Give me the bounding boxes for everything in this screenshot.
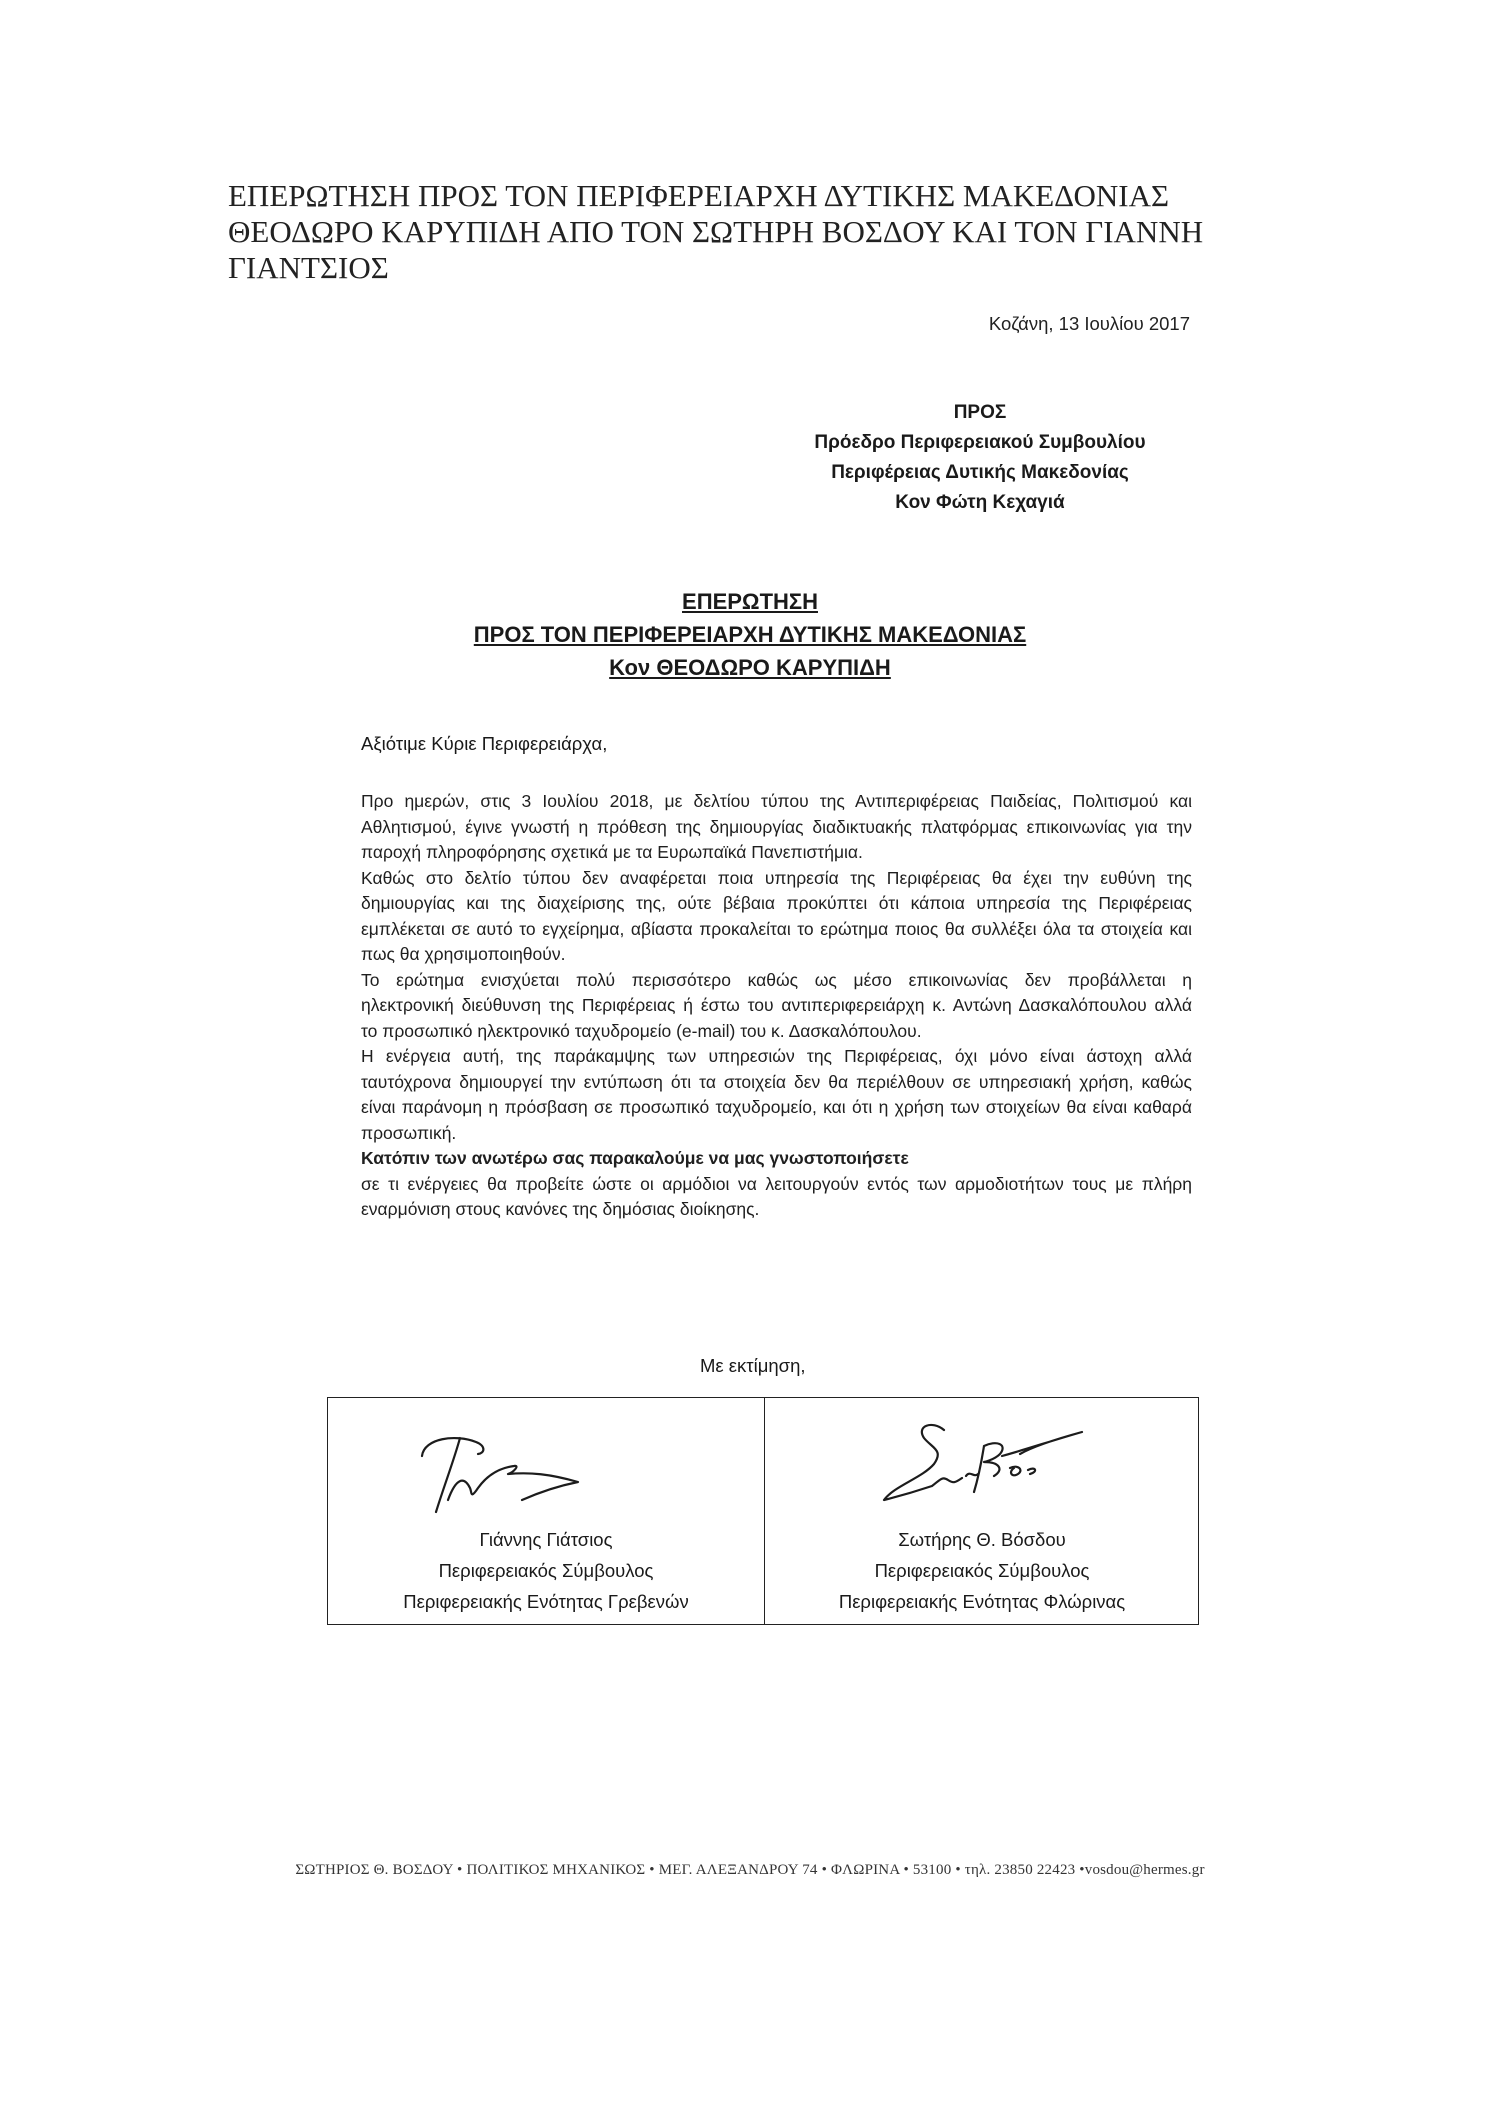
body-line: είναι παράνομη η πρόσβαση σε προσωπικό ταχυδρομείο, και ότι η χρήση των στοιχείων θα είναι καθαρά	[361, 1097, 1192, 1117]
paragraph-5	[361, 1146, 1192, 1223]
paragraph-4	[361, 1044, 1192, 1146]
body-line: ταυτόχρονα δημιουργεί την εντύπωση ότι τα στοιχεία δεν θα περιέλθουν σε υπηρεσιακή χρήση, καθώς	[361, 1071, 1192, 1092]
body-line: δημιουργίας και της διαχείρισης της, ούτε βέβαια προκύπτει ότι κάποια υπηρεσία της Περιφέρειας	[361, 893, 1192, 913]
body-line: σε τι ενέργειες θα προβείτε ώστε οι αρμόδιοι να λειτουργούν εντός των αρμοδιοτήτων τους με πλήρη	[361, 1173, 1192, 1194]
title-line: ΓΙΑΝΤΣΙΟΣ	[228, 250, 389, 285]
closing: Με εκτίμηση,	[700, 1355, 806, 1376]
signatory-left-text	[328, 1524, 764, 1617]
signatory-right	[764, 1398, 1200, 1626]
signature-image-left	[390, 1416, 590, 1516]
recipient-block	[700, 398, 1260, 518]
signatory-unit: Περιφερειακής Ενότητας Φλώρινας	[838, 1591, 1126, 1612]
document-title	[228, 178, 1328, 286]
body-line: Προ ημερών, στις 3 Ιουλίου 2018, με δελτίου τύπου της Αντιπεριφέρειας Παιδείας, Πολιτισμού και	[361, 791, 1192, 811]
body-line: Το ερώτημα ενισχύεται πολύ περισσότερο καθώς ως μέσο επικοινωνίας δεν προβάλλεται η	[361, 969, 1192, 990]
signatory-role: Περιφερειακός Σύμβουλος	[874, 1560, 1090, 1581]
signature-image-right	[824, 1410, 1084, 1520]
interpellation-line: Κον ΘΕΟΔΩΡΟ ΚΑΡΥΠΙΔΗ	[609, 655, 891, 680]
paragraph-1	[361, 789, 1192, 866]
body-line: προσωπική.	[361, 1122, 457, 1143]
title-line: ΘΕΟΔΩΡΟ ΚΑΡΥΠΙΔΗ ΑΠΟ ΤΟΝ ΣΩΤΗΡΗ ΒΟΣΔΟΥ ΚΑΙ ΤΟΝ ΓΙΑΝΝΗ	[228, 214, 1204, 249]
signatory-role: Περιφερειακός Σύμβουλος	[438, 1560, 654, 1581]
paragraph-2	[361, 866, 1192, 968]
recipient-line: Πρόεδρο Περιφερειακού Συμβουλίου	[814, 432, 1146, 453]
body-line: το προσωπικό ηλεκτρονικό ταχυδρομείο (e-mail) του κ. Δασκαλόπουλου.	[361, 1020, 922, 1041]
body-line: παροχή πληροφόρησης σχετικά με τα Ευρωπαϊκά Πανεπιστήμια.	[361, 842, 863, 862]
signatory-name: Γιάννης Γιάτσιος	[479, 1529, 613, 1550]
body-line: εμπλέκεται σε αυτό το εγχείρημα, αβίαστα προκαλείται το ερώτημα ποιος θα συλλέξει όλα τα στοιχεία και	[361, 918, 1192, 939]
document-date: Κοζάνη, 13 Ιουλίου 2017	[988, 313, 1190, 334]
body-line: Η ενέργεια αυτή, της παράκαμψης των υπηρεσιών της Περιφέρειας, όχι μόνο είναι άστοχη αλλά	[361, 1046, 1192, 1066]
recipient-line: Περιφέρειας Δυτικής Μακεδονίας	[831, 462, 1129, 483]
footer-contact: ΣΩΤΗΡΙΟΣ Θ. ΒΟΣΔΟΥ • ΠΟΛΙΤΙΚΟΣ ΜΗΧΑΝΙΚΟΣ • ΜΕΓ. ΑΛΕΞΑΝΔΡΟΥ 74 • ΦΛΩΡΙΝΑ • 53100 • τηλ. 23850 22423 •vosdou@hermes.gr	[295, 1862, 1205, 1878]
body-line: Αθλητισμού, έγινε γνωστή η πρόθεση της δημιουργίας διαδικτυακής πλατφόρμας επικοινωνίας για την	[361, 816, 1192, 837]
body-line: πως θα χρησιμοποιηθούν.	[361, 944, 566, 964]
signature-table	[327, 1397, 1199, 1625]
body-line: εναρμόνιση στους κανόνες της δημόσιας διοίκησης.	[361, 1199, 760, 1219]
interpellation-heading-block	[410, 585, 1090, 684]
interpellation-heading: ΕΠΕΡΩΤΗΣΗ	[682, 589, 818, 614]
recipient-heading: ΠΡΟΣ	[953, 402, 1007, 423]
signatory-left	[328, 1398, 764, 1626]
paragraph-3	[361, 968, 1192, 1045]
signatory-right-text	[764, 1524, 1200, 1617]
interpellation-line: ΠΡΟΣ ΤΟΝ ΠΕΡΙΦΕΡΕΙΑΡΧΗ ΔΥΤΙΚΗΣ ΜΑΚΕΔΟΝΙΑΣ	[473, 622, 1027, 647]
title-line: ΕΠΕΡΩΤΗΣΗ ΠΡΟΣ ΤΟΝ ΠΕΡΙΦΕΡΕΙΑΡΧΗ ΔΥΤΙΚΗΣ ΜΑΚΕΔΟΝΙΑΣ	[228, 178, 1170, 213]
signatory-name: Σωτήρης Θ. Βόσδου	[898, 1529, 1066, 1550]
recipient-line: Κον Φώτη Κεχαγιά	[895, 492, 1065, 513]
letter-body	[361, 789, 1192, 1223]
signatory-unit: Περιφερειακής Ενότητας Γρεβενών	[403, 1591, 689, 1612]
request-bold-line: Κατόπιν των ανωτέρω σας παρακαλούμε να μας γνωστοποιήσετε	[361, 1148, 909, 1168]
body-line: ηλεκτρονική διεύθυνση της Περιφέρειας ή έστω του αντιπεριφερειάρχη κ. Αντώνη Δασκαλόπουλου αλλά	[361, 995, 1192, 1015]
body-line: Καθώς στο δελτίο τύπου δεν αναφέρεται ποια υπηρεσία της Περιφέρειας θα έχει την ευθύνη της	[361, 867, 1192, 888]
salutation: Αξιότιμε Κύριε Περιφερειάρχα,	[361, 733, 608, 754]
